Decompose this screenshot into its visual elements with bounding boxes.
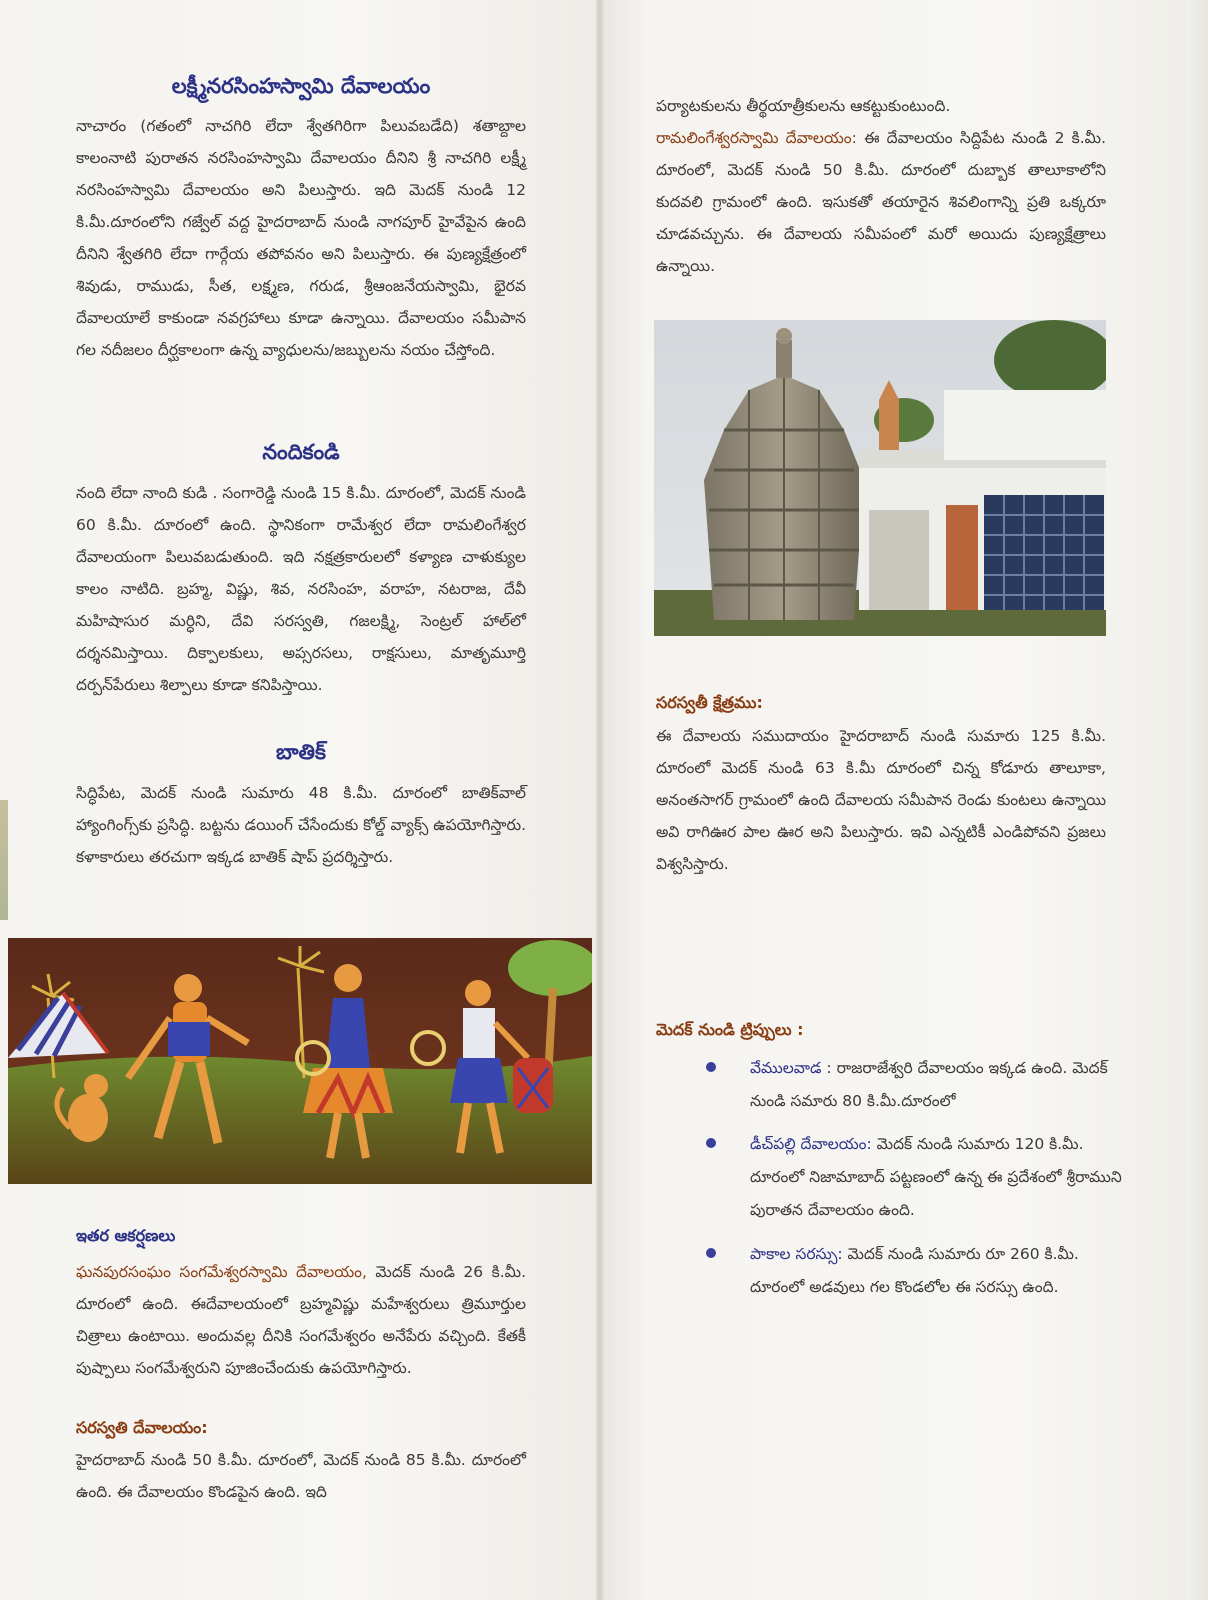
text-lakshmi-narasimha: నాచారం (గతంలో నాచగిరి లేదా శ్వేతగిరిగా పిలువబడేది) శతాబ్దాల కాలంనాటి పురాతన నరసింహస్వామి దేవాలయం దీనిని శ్రీ నాచగిరి లక్ష్మీ నరసింహస్వామి దేవాలయం అని పిలుస్తారు. ఇది మెదక్ నుండి 12 కి.మీ.దూరంలోని గజ్వేల్ వద్ద హైదరాబాద్ నుండి నాగపూర్ హైవేపైన ఉంది దీనిని శ్వేతగిరి లేదా గార్గేయ తపోవనం అని పిలుస్తారు. ఈ పుణ్యక్షేత్రంలో శివుడు, రాముడు, సీత, లక్ష్మణ, గరుడ, శ్రీఆంజనేయస్వామి, భైరవ దేవాలయాలే కాకుండా నవగ్రహాలు కూడా ఉన్నాయి. దేవాలయం సమీపాన గల నదీజలం దీర్ఘకాలంగా ఉన్న వ్యాధులను/జబ్బులను నయం చేస్తోంది. bbox=[76, 117, 526, 359]
trip-body: మెదక్ నుండి సుమారు 120 కి.మీ. దూరంలో నిజామాబాద్ పట్టణంలో ఉన్న ఈ ప్రదేశంలో శ్రీరాముని పురాతన దేవాలయం ఉంది. bbox=[750, 1135, 1122, 1219]
heading-saraswati-temple: సరస్వతి దేవాలయం: bbox=[76, 1418, 208, 1437]
edge-strip bbox=[0, 800, 8, 920]
heading-batik: బాతిక్ bbox=[276, 740, 326, 764]
text-saraswati-kshetram: ఈ దేవాలయ సముదాయం హైదరాబాద్ నుండి సుమారు 125 కి.మీ. దూరంలో మెదక్ నుండి 63 కి.మీ దూరంలో చిన్న కోడూరు తాలూకా, అనంతసాగర్ గ్రామంలో ఉంది దేవాలయ సమీపాన రెండు కుంటలు ఉన్నాయి అవి రాగిఊర పాల ఊర అని పిలుస్తారు. ఇవి ఎన్నటికీ ఎండిపోవని ప్రజలు విశ్వసిస్తారు. bbox=[656, 727, 1106, 873]
temple-photo bbox=[654, 320, 1106, 636]
text-nandikandi: నంది లేదా నాంది కుడి . సంగారెడ్డి నుండి 15 కి.మీ. దూరంలో, మెదక్ నుండి 60 కి.మీ. దూరంలో ఉంది. స్థానికంగా రామేశ్వర లేదా రామలింగేశ్వర దేవాలయంగా పిలువబడుతుంది. ఇది నక్షత్రకారులలో కళ్యాణ చాళుక్యుల కాలం నాటిది. బ్రహ్మ, విష్ణు, శివ, నరసింహ, వరాహ, నటరాజ, దేవీ మహిషాసుర మర్ధిని, దేవి సరస్వతి, గజలక్ష్మి, సెంట్రల్ హాల్‌లో దర్శనమిస్తాయి. దిక్పాలకులు, అప్సరసలు, రాక్షసులు, మాతృమూర్తి దర్పన్‌పేరులు శిల్పాలు కూడా కనిపిస్తాయి. bbox=[76, 484, 526, 694]
text-saraswati-temple: హైదరాబాద్ నుండి 50 కి.మీ. దూరంలో, మెదక్ నుండి 85 కి.మీ. దూరంలో ఉంది. ఈ దేవాలయం కొండపైన ఉంది. ఇది bbox=[76, 1451, 526, 1501]
temple-photo-svg bbox=[654, 320, 1106, 636]
trip-body: మెదక్ నుండి సుమారు రూ 260 కి.మీ. దూరంలో అడవులు గల కొండలోల ఈ సరస్సు ఉంది. bbox=[750, 1245, 1079, 1296]
trip-body: : రాజరాజేశ్వరి దేవాలయం ఇక్కడ ఉంది. మెదక్ నుండి సమారు 80 కి.మీ.దూరంలో bbox=[750, 1059, 1108, 1110]
bullet-icon bbox=[706, 1062, 716, 1072]
trip-title: డీచ్‌పల్లి దేవాలయం: bbox=[750, 1135, 872, 1153]
heading-saraswati-kshetram: సరస్వతీ క్షేత్రము: bbox=[656, 693, 763, 712]
trip-text bbox=[750, 1238, 1126, 1304]
heading-other-attractions: ఇతర ఆకర్షణలు bbox=[76, 1226, 176, 1245]
text-ramalingeshwara bbox=[656, 122, 1106, 282]
bullet-icon bbox=[706, 1138, 716, 1148]
text-batik: సిద్ధిపేట, మెదక్ నుండి సుమారు 48 కి.మీ. దూరంలో బాతిక్‌వాల్ హ్యాంగింగ్స్‌కు ప్రసిద్ధి. బట్టను డయింగ్ చేసేందుకు కోల్డ్ వ్యాక్స్ ఉపయోగిస్తారు. కళాకారులు తరచుగా ఇక్కడ బాతిక్ షాప్ ప్రదర్శిస్తారు. bbox=[76, 784, 526, 866]
ghanapur-title: ఘనపురసంఘం సంగమేశ్వరస్వామి దేవాలయం, bbox=[76, 1263, 367, 1281]
batik-art-svg bbox=[8, 938, 592, 1184]
trip-text bbox=[750, 1128, 1126, 1227]
heading-lakshmi-narasimha: లక్ష్మీనరసింహస్వామి దేవాలయం bbox=[171, 74, 431, 98]
ghanapur-body: మెదక్ నుండి 26 కి.మీ. దూరంలో ఉంది. ఈదేవాలయంలో బ్రహ్మవిష్ణు మహేశ్వరులు త్రిమూర్తుల చిత్రాలు ఉంటాయి. అందువల్ల దీనికి సంగమేశ్వరం అనేపేరు వచ్చింది. కేతకీ పుష్పాలు సంగమేశ్వరుని పూజించేందుకు ఉపయోగిస్తారు. bbox=[76, 1263, 526, 1377]
heading-trips-from-medak: మెదక్ నుండి ట్రిప్పులు : bbox=[656, 1020, 804, 1039]
ramalinga-body: ఈ దేవాలయం సిద్దిపేట నుండి 2 కి.మీ. దూరంలో, మెదక్ నుండి 50 కి.మీ. దూరంలో దుబ్బాక తాలూకాలోని కుదవలి గ్రామంలో ఉంది. ఇసుకతో తయారైన శివలింగాన్ని ప్రతి ఒక్కరూ చూడవచ్చును. ఈ దేవాలయ సమీపంలో మరో అయిదు పుణ్యక్షేత్రాలు ఉన్నాయి. bbox=[656, 129, 1106, 275]
trip-title: పాకాల సరస్సు: bbox=[750, 1245, 843, 1263]
batik-painting-image bbox=[8, 938, 592, 1184]
ramalinga-title: రామలింగేశ్వరస్వామి దేవాలయం: bbox=[656, 129, 857, 147]
text-ghanapur bbox=[76, 1256, 526, 1384]
page-edge bbox=[1186, 0, 1208, 1600]
trip-title: వేములవాడ bbox=[750, 1059, 822, 1077]
trip-text bbox=[750, 1052, 1126, 1118]
text-continued: పర్యాటకులను తీర్థయాత్రీకులను ఆకట్టుకుంటుంది. bbox=[656, 97, 951, 115]
page-fold bbox=[596, 0, 604, 1600]
bullet-icon bbox=[706, 1248, 716, 1258]
heading-nandikandi: నందికండి bbox=[262, 440, 340, 464]
